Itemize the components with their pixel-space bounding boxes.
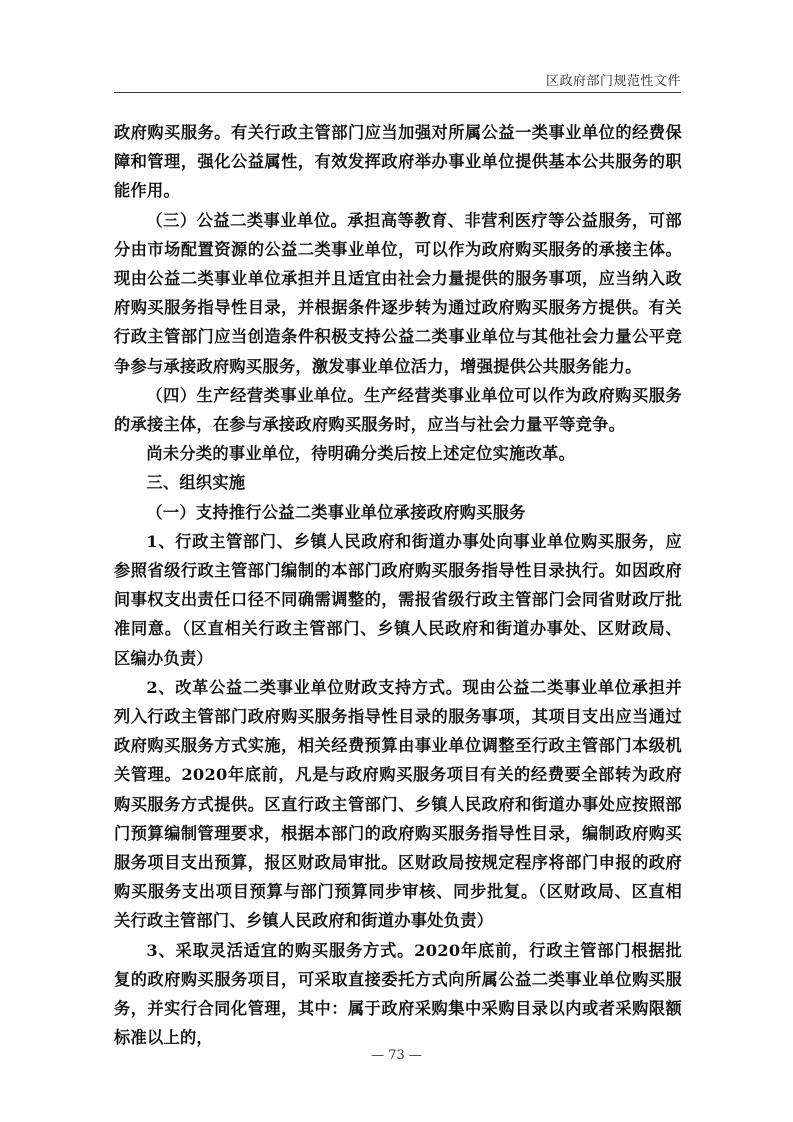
section-heading: 三、组织实施	[146, 473, 246, 493]
body-paragraph: 2、改革公益二类事业单位财政支持方式。现由公益二类事业单位承担并列入行政主管部门政府购买服务指导性目录的服务事项，其项目支出应当通过政府购买服务方式实施，相关经费预算由事业单位调整至行政主管部门本级机关管理。2020年底前，凡是与政府购买服务项目有关的经费要全部转为政府购买服务方式提供。区直行政主管部门、乡镇人民政府和街道办事处应按照部门预算编制管理要求，根据本部门的政府购买服务指导性目录，编制政府购买服务项目支出预算，报区财政局审批。区财政局按规定程序将部门申报的政府购买服务支出项目预算与部门预算同步审核、同步批复。（区财政局、区直相关行政主管部门、乡镇人民政府和街道办事处负责）	[114, 677, 682, 931]
document-body	[114, 118, 682, 1053]
body-paragraph: （四）生产经营类事业单位。生产经营类事业单位可以作为政府购买服务的承接主体，在参与承接政府购买服务时，应当与社会力量平等竞争。	[114, 385, 682, 435]
header-divider	[114, 92, 681, 93]
body-paragraph: 政府购买服务。有关行政主管部门应当加强对所属公益一类事业单位的经费保障和管理，强化公益属性，有效发挥政府举办事业单位提供基本公共服务的职能作用。	[114, 123, 682, 201]
body-paragraph: 尚未分类的事业单位，待明确分类后按上述定位实施改革。	[146, 444, 576, 464]
body-paragraph: 1、行政主管部门、乡镇人民政府和街道办事处向事业单位购买服务，应参照省级行政主管部门编制的本部门政府购买服务指导性目录执行。如因政府间事权支出责任口径不同确需调整的，需报省级行政主管部门会同省财政厅批准同意。（区直相关行政主管部门、乡镇人民政府和街道办事处、区财政局、区编办负责）	[114, 531, 682, 668]
page-number: — 73 —	[371, 1048, 422, 1063]
body-paragraph: 3、采取灵活适宜的购买服务方式。2020年底前，行政主管部门根据批复的政府购买服务项目，可采取直接委托方式向所属公益二类事业单位购买服务，并实行合同化管理，其中：属于政府采购集中采购目录以内或者采购限额标准以上的，	[114, 940, 682, 1048]
body-paragraph: （三）公益二类事业单位。承担高等教育、非营利医疗等公益服务，可部分由市场配置资源的公益二类事业单位，可以作为政府购买服务的承接主体。现由公益二类事业单位承担并且适宜由社会力量提供的服务事项，应当纳入政府购买服务指导性目录，并根据条件逐步转为通过政府购买服务方提供。有关行政主管部门应当创造条件积极支持公益二类事业单位与其他社会力量公平竞争参与承接政府购买服务，激发事业单位活力，增强提供公共服务能力。	[114, 210, 682, 376]
subsection-heading: （一）支持推行公益二类事业单位承接政府购买服务	[146, 502, 526, 522]
page-header-title: 区政府部门规范性文件	[545, 74, 681, 89]
